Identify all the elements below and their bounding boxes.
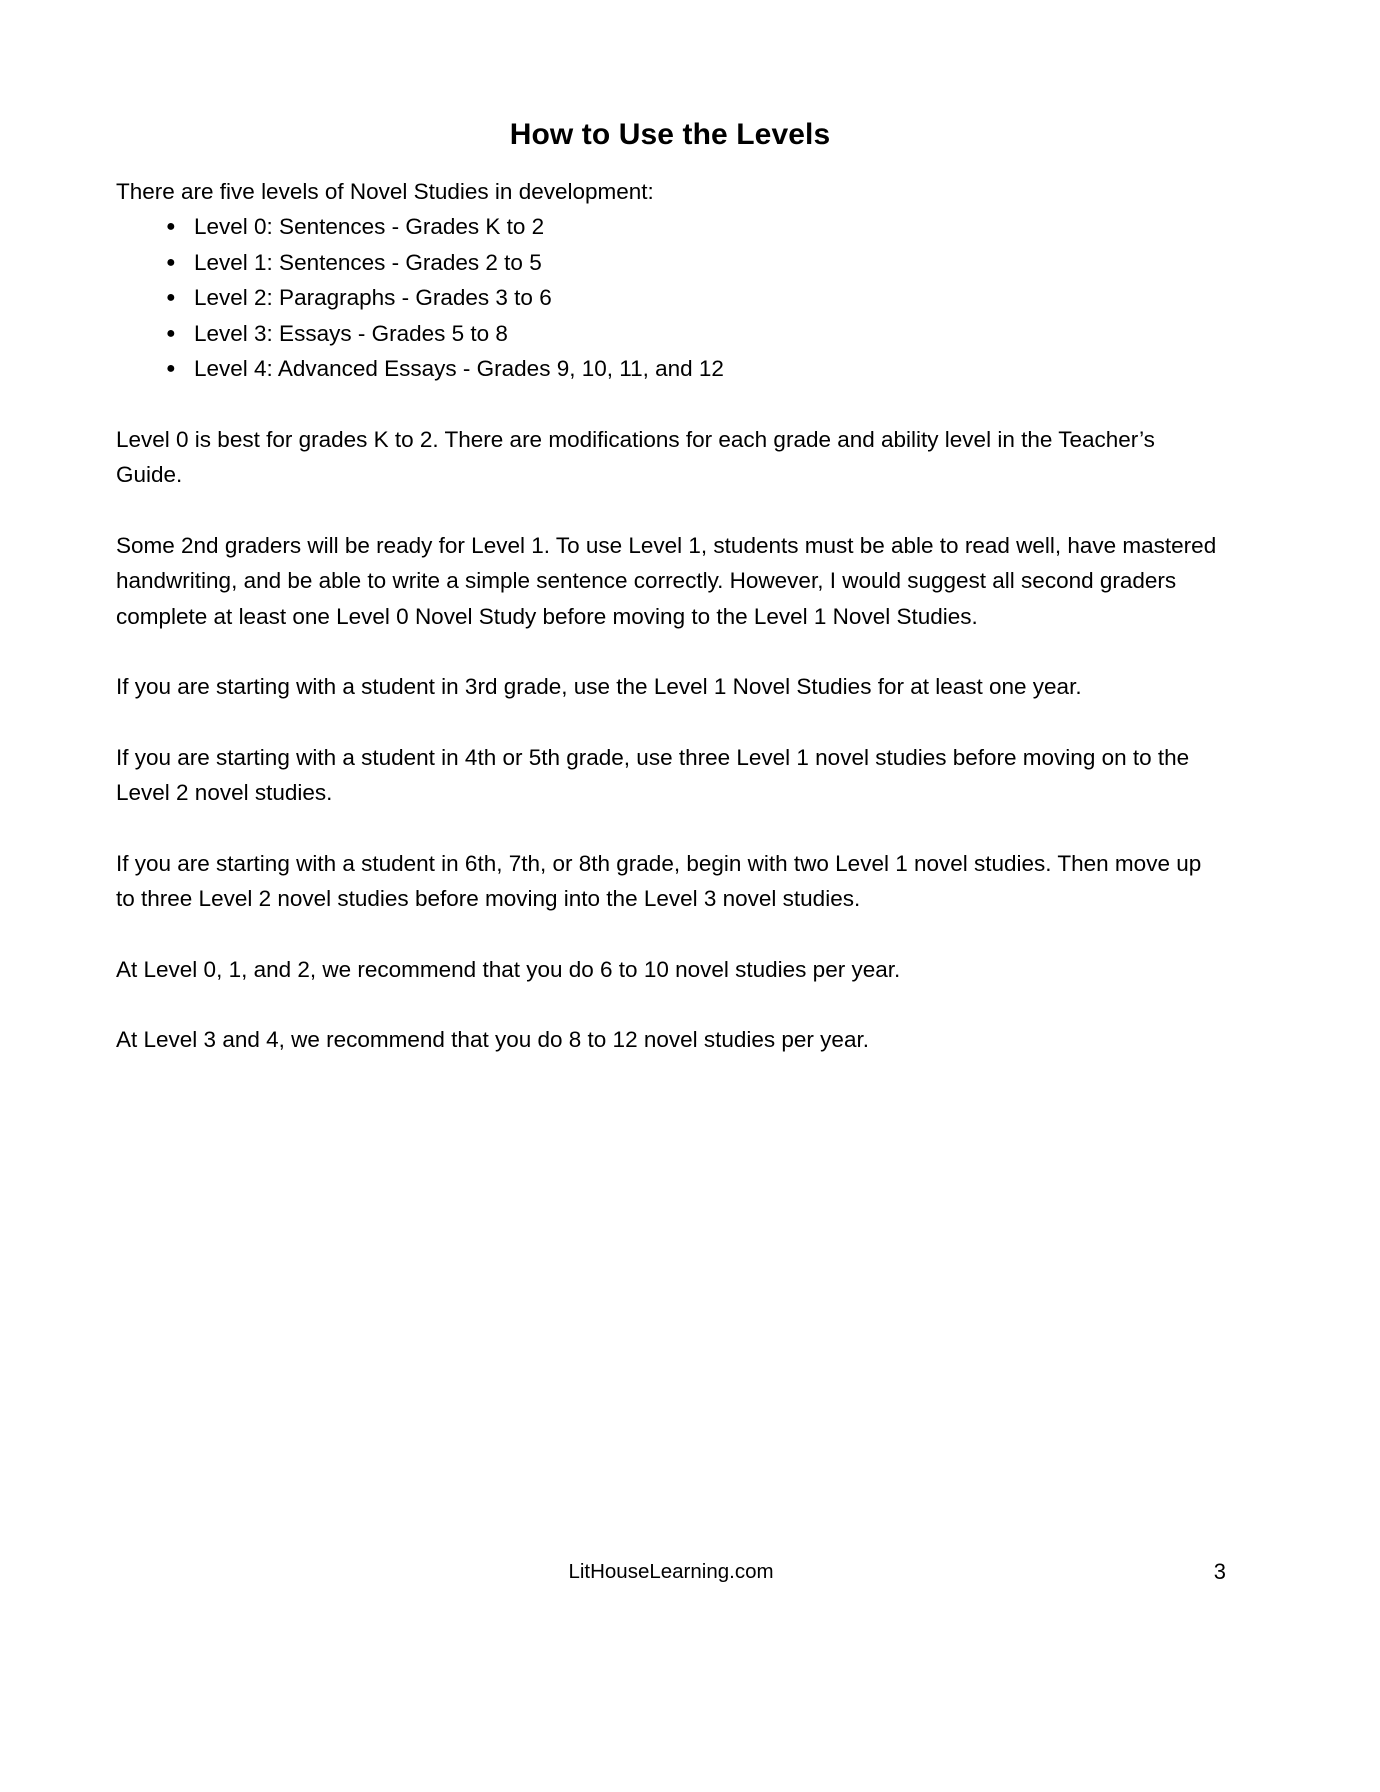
body-paragraph: Some 2nd graders will be ready for Level 1. To use Level 1, students must be able to read well, have mastered handwriting, and be able to write a simple sentence correctly. However, I would suggest all second graders complete at least one Level 0 Novel Study before moving to the Level 1 Novel Studies. — [116, 532, 1217, 629]
page-title: How to Use the Levels — [509, 118, 831, 151]
bullet-icon: ● — [166, 218, 176, 235]
intro-text: There are five levels of Novel Studies in development: — [116, 179, 654, 204]
list-item — [116, 280, 1224, 316]
paragraph-spacer — [116, 917, 1224, 952]
bullet-icon: ● — [166, 253, 176, 271]
footer-page-number: 3 — [1213, 1559, 1226, 1584]
list-item — [116, 209, 1224, 245]
footer-site-name: LitHouseLearning.com — [568, 1560, 774, 1583]
list-item-label: Level 0: Sentences - Grades K to 2 — [194, 214, 545, 239]
paragraph-spacer — [116, 493, 1224, 528]
list-item-label: Level 2: Paragraphs - Grades 3 to 6 — [194, 285, 552, 310]
paragraph-spacer — [116, 634, 1224, 669]
levels-list — [116, 209, 1224, 387]
bullet-icon: ● — [166, 360, 176, 377]
body-paragraph: If you are starting with a student in 4th or 5th grade, use three Level 1 novel studies before moving on to the Level 2 novel studies. — [116, 744, 1190, 805]
document-body — [116, 118, 1224, 1058]
paragraph-spacer — [116, 387, 1224, 422]
body-paragraph: At Level 0, 1, and 2, we recommend that you do 6 to 10 novel studies per year. — [116, 956, 901, 982]
paragraph-spacer — [116, 811, 1224, 846]
body-paragraph: If you are starting with a student in 3rd grade, use the Level 1 Novel Studies for at least one year. — [116, 674, 1082, 699]
list-item-label: Level 4: Advanced Essays - Grades 9, 10, 11, and 12 — [194, 356, 724, 381]
paragraph-spacer — [116, 987, 1224, 1022]
list-item — [116, 245, 1224, 281]
bullet-icon: ● — [166, 324, 176, 342]
list-item — [116, 316, 1224, 352]
list-item-label: Level 1: Sentences - Grades 2 to 5 — [194, 249, 542, 275]
body-paragraph: Level 0 is best for grades K to 2. There are modifications for each grade and ability level in the Teacher’s Guide. — [116, 426, 1155, 487]
body-paragraph: If you are starting with a student in 6th, 7th, or 8th grade, begin with two Level 1 novel studies. Then move up to three Level 2 novel studies before moving into the Level 3 novel studies. — [116, 850, 1202, 911]
body-paragraph: At Level 3 and 4, we recommend that you do 8 to 12 novel studies per year. — [116, 1027, 869, 1052]
bullet-icon: ● — [166, 289, 176, 306]
list-item — [116, 351, 1224, 387]
paragraph-spacer — [116, 705, 1224, 740]
list-item-label: Level 3: Essays - Grades 5 to 8 — [194, 320, 508, 346]
page-footer — [116, 1557, 1226, 1587]
